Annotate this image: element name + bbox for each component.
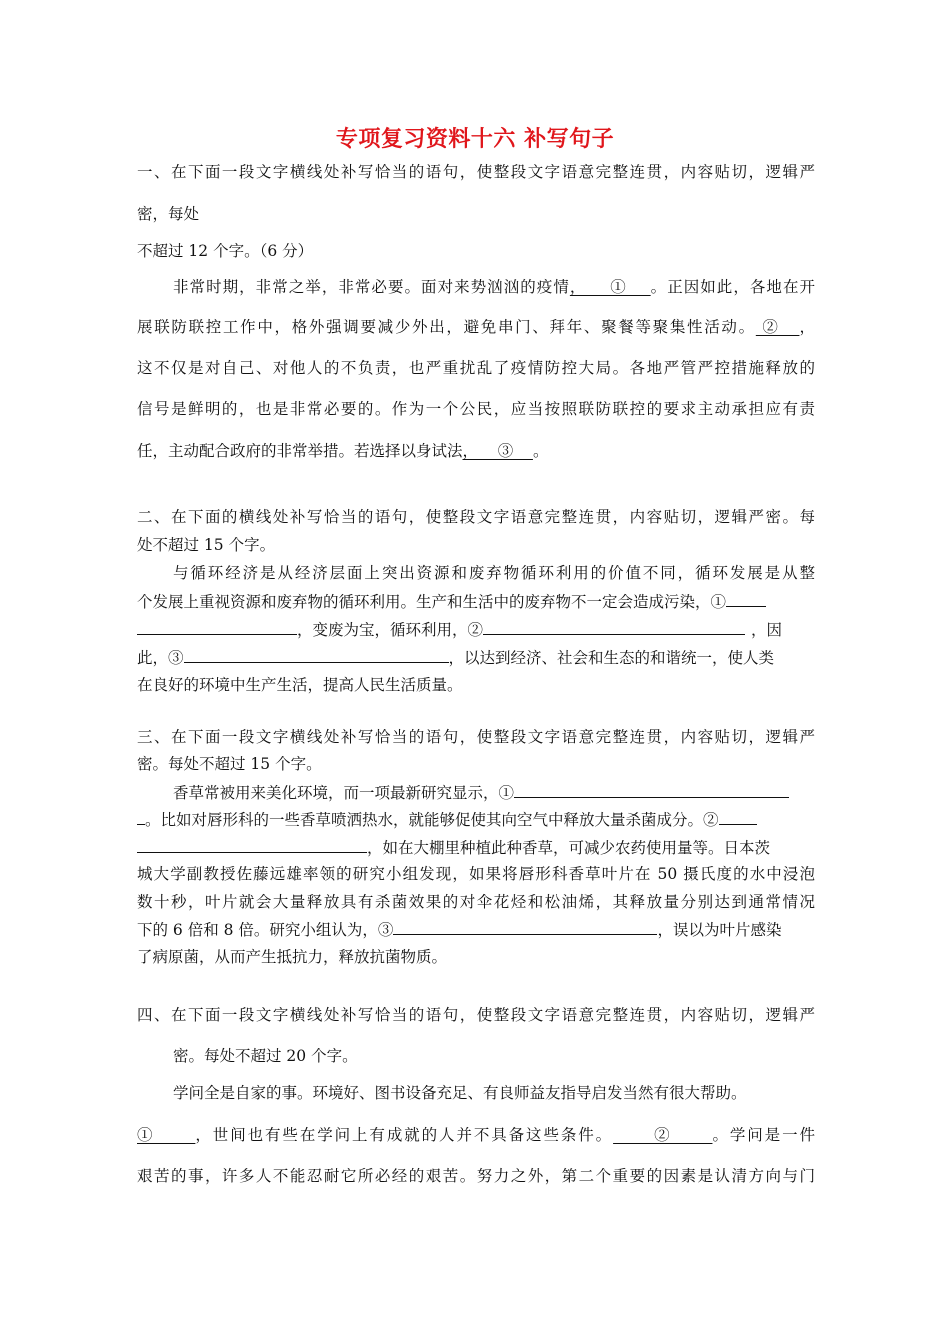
q2-passage-line-1: 与循环经济是从经济层面上突出资源和废弃物循环利用的价值不同，循环发展是从整 [173,564,815,582]
q4-blank-2[interactable]: ② [613,1126,713,1144]
q1-blank-1[interactable]: ， ① [569,278,651,296]
q4-passage-line-3: 艰苦的事，许多人不能忍耐它所必经的艰苦。努力之外，第二个重要的因素是认清方向与门 [137,1167,815,1185]
q3-passage-line-5: 数十秒，叶片就会大量释放具有杀菌效果的对伞花烃和松油烯，其释放量分别达到通常情况 [137,893,815,911]
q1-passage-line-1: 非常时期，非常之举，非常必要。面对来势汹汹的疫情， ① 。正因如此，各地在开 [173,278,815,296]
q4-passage-line-1: 学问全是自家的事。环境好、图书设备充足、有良师益友指导启发当然有很大帮助。 [173,1084,747,1102]
q4-blank-1[interactable]: ① [137,1126,196,1144]
q3-passage-line-2: 。比如对唇形科的一些香草喷洒热水，就能够促使其向空气中释放大量杀菌成分。② [137,808,815,831]
q1-passage-line-3: 这不仅是对自己、对他人的不负责，也严重扰乱了疫情防控大局。各地严管严控措施释放的 [137,359,815,377]
q1-blank-3[interactable]: ， ③ [462,442,533,460]
q4-prompt-line-1: 四、在下面一段文字横线处补写恰当的语句，使整段文字语意完整连贯，内容贴切，逻辑严 [137,1006,815,1024]
q3-passage-line-3: ，如在大棚里种植此种香草，可减少农药使用量等。日本茨 [137,836,815,859]
q4-passage-line-2: ① ，世间也有些在学问上有成就的人并不具备这些条件。 ② 。学问是一件 [137,1126,815,1144]
q3-blank-1-part-a[interactable] [514,781,789,798]
q3-blank-2-part-b[interactable] [137,836,367,853]
q1-blank-2[interactable]: ② [755,318,800,336]
q2-passage-line-2: 个发展上重视资源和废弃物的循环利用。生产和生活中的废弃物不一定会造成污染，① [137,590,815,613]
q3-blank-2-part-a[interactable] [719,808,757,825]
q1-passage-line-4: 信号是鲜明的，也是非常必要的。作为一个公民，应当按照联防联控的要求主动承担应有责 [137,400,815,418]
q2-passage-line-4: 此，③ ，以达到经济、社会和生态的和谐统一，使人类 [137,646,815,669]
q1-prompt-line-1: 一、在下面一段文字横线处补写恰当的语句，使整段文字语意完整连贯，内容贴切，逻辑严 [137,163,815,181]
q3-prompt-line-1: 三、在下面一段文字横线处补写恰当的语句，使整段文字语意完整连贯，内容贴切，逻辑严 [137,728,815,746]
document-title: 专项复习资料十六 补写句子 [335,126,615,152]
q3-prompt-line-2: 密。每处不超过 15 个字。 [137,755,322,773]
q3-passage-line-7: 了病原菌，从而产生抵抗力，释放抗菌物质。 [137,948,448,966]
q2-blank-3[interactable] [184,646,449,663]
q2-passage-line-3: ，变废为宝，循环利用，② ，因 [137,618,815,641]
q1-prompt-line-2: 密，每处 [137,205,200,223]
q4-prompt-line-2: 密。每处不超过 20 个字。 [173,1047,358,1065]
q1-passage-line-5: 任，主动配合政府的非常举措。若选择以身试法， ③ 。 [137,442,549,460]
q2-blank-1-part-a[interactable] [726,590,766,607]
q2-prompt-line-1: 二、在下面的横线处补写恰当的语句，使整段文字语意完整连贯，内容贴切，逻辑严密。每 [137,508,815,526]
q2-prompt-line-2: 处不超过 15 个字。 [137,536,276,554]
q3-passage-line-6: 下的 6 倍和 8 倍。研究小组认为，③ ，误以为叶片感染 [137,918,815,941]
q1-passage-line-2: 展联防联控工作中，格外强调要减少外出，避免串门、拜年、聚餐等聚集性活动。 ② ， [137,318,815,336]
q1-prompt-line-3: 不超过 12 个字。（6 分） [137,242,314,260]
q3-blank-1-part-b[interactable] [137,808,145,825]
q3-passage-line-4: 城大学副教授佐藤远雄率领的研究小组发现，如果将唇形科香草叶片在 50 摄氏度的水中浸泡 [137,865,815,883]
q2-passage-line-5: 在良好的环境中生产生活，提高人民生活质量。 [137,676,463,694]
q2-blank-1-part-b[interactable] [137,618,297,635]
q3-passage-line-1: 香草常被用来美化环境，而一项最新研究显示，① [137,781,815,804]
q3-blank-3[interactable] [393,918,657,935]
q2-blank-2[interactable] [483,618,745,635]
